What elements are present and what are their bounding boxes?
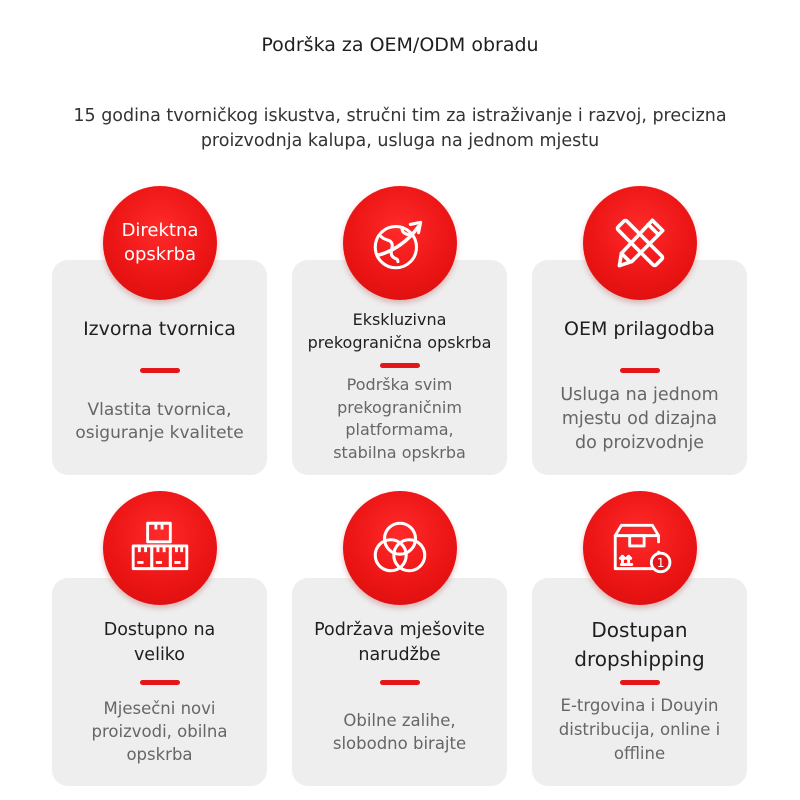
card-description: Obilne zalihe, slobodno birajte xyxy=(332,711,467,753)
overlapping-circles-icon xyxy=(367,515,433,581)
badge-line-2: opskrba xyxy=(123,244,197,265)
accent-bar xyxy=(620,680,660,685)
card-title: OEM prilagodba xyxy=(564,318,715,340)
accent-bar xyxy=(380,363,420,368)
card-title: Izvorna tvornica xyxy=(83,318,236,340)
badge-line-1: Direktna xyxy=(121,220,199,241)
accent-bar xyxy=(380,680,420,685)
page-subtitle xyxy=(30,104,770,154)
stacked-boxes-icon xyxy=(127,515,193,581)
card-description: Usluga na jednom mjestu od dizajna do proizvodnje xyxy=(560,385,719,453)
card-title: Dostupan dropshipping xyxy=(574,618,705,671)
card-title: Podržava mješovite narudžbe xyxy=(314,620,485,665)
feature-card-wholesale xyxy=(52,578,267,786)
subtitle-line-1: 15 godina tvorničkog iskustva, stručni tim za istraživanje i razvoj, precizna xyxy=(73,106,727,126)
accent-bar xyxy=(140,368,180,373)
globe-arrow-icon xyxy=(367,210,433,276)
card-description: Vlastita tvornica, osiguranje kvalitete xyxy=(75,400,244,443)
stacked-boxes-icon-circle xyxy=(103,491,217,605)
pencil-ruler-icon-circle xyxy=(583,186,697,300)
globe-arrow-icon-circle xyxy=(343,186,457,300)
accent-bar xyxy=(140,680,180,685)
package-badge-number: 1 xyxy=(656,556,665,571)
page-title: Podrška za OEM/ODM obradu xyxy=(261,34,539,56)
package-one-icon xyxy=(607,515,673,581)
pencil-ruler-icon xyxy=(607,210,673,276)
card-title: Dostupno na veliko xyxy=(103,620,216,665)
subtitle-line-2: proizvodnja kalupa, usluga na jednom mjestu xyxy=(200,131,600,151)
card-description: Mjesečni novi proizvodi, obilna opskrba xyxy=(91,699,228,764)
direct-supply-badge xyxy=(103,186,217,300)
card-description: Podrška svim prekograničnim platformama, stabilna opskrba xyxy=(333,375,466,462)
package-one-icon-circle xyxy=(583,491,697,605)
feature-card-mixed-orders xyxy=(292,578,507,786)
feature-card-dropshipping xyxy=(532,578,747,786)
card-description: E-trgovina i Douyin distribucija, online i offline xyxy=(558,696,721,763)
accent-bar xyxy=(620,368,660,373)
overlapping-circles-icon-circle xyxy=(343,491,457,605)
card-title: Ekskluzivna prekogranična opskrba xyxy=(307,310,492,352)
